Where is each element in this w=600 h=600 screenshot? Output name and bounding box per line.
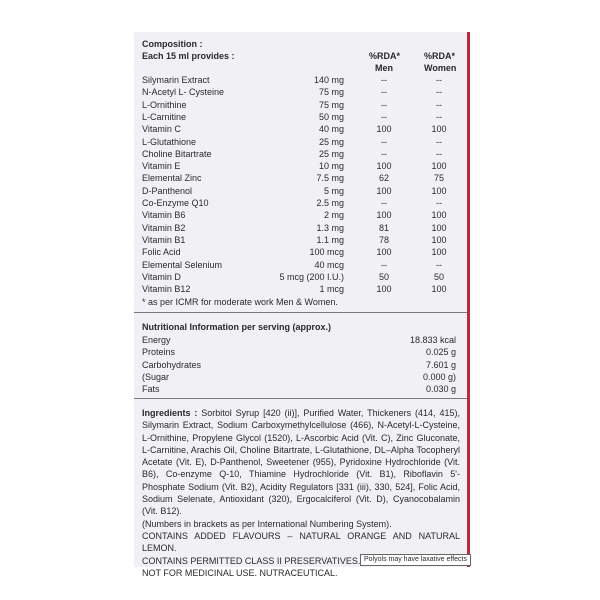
nutrient-name: L-Glutathione (142, 136, 197, 147)
nutrient-quantity: 10 mg (318, 161, 344, 172)
composition-footnote: * as per ICMR for moderate work Men & Women. (142, 297, 338, 307)
rda-women: -- (436, 87, 442, 98)
nutrient-quantity: 75 mg (318, 99, 344, 110)
nutrient-name: L-Carnitine (142, 111, 187, 122)
rda-men: 100 (376, 210, 392, 221)
nutrient-name: N-Acetyl L- Cysteine (142, 87, 225, 98)
col-women: Women (424, 63, 457, 73)
rda-women: 75 (433, 173, 444, 184)
composition-subheading: Each 15 ml provides : (142, 51, 235, 61)
nutrition-value: 7.601 g (425, 359, 456, 370)
rda-women: 100 (431, 247, 447, 258)
rda-men: 81 (378, 222, 389, 233)
ingredients-text: Sorbitol Syrup [420 (ii)], Purified Water, Thickeners (414, 415), Silymarin Extract, Sodium Carboxymethylcellulose (466), N-Acetyl-L-Cysteine, L-Ornithine, Propylene Glycol (1520), L-Ascorbic Acid (Vit. C), Zinc Gluconate, L-Carnitine, Arachis Oil, Choline Bitartrate, L-Glutathione, DL–Alpha Tocopheryl Acetate (Vit. E), D-Panthenol, Sweetener (955), Pyridoxine Hydrochloride (Vit. B6), Co-enzyme Q-10, Thiamine Hydrochloride (Vit. B1), Riboflavin 5'- Phosphate Sodium (Vit. B2), Acidity Regulators [331 (iii), 330, 524], Folic Acid, Sodium Selenate, Antioxidant (320), Ergocalciferol (Vit. D), Cyanocobalamin (Vit. B12). (142, 408, 460, 517)
laxative-warning-badge: Polyols may have laxative effects (360, 554, 471, 566)
rda-men: -- (381, 99, 387, 110)
rda-men: -- (381, 198, 387, 208)
nutrition-value: 0.025 g (425, 347, 456, 358)
rda-men: -- (381, 136, 387, 147)
nutrient-quantity: 50 mg (318, 111, 344, 122)
rda-women: 100 (431, 234, 447, 245)
nutrient-quantity: 2 mg (323, 210, 344, 221)
col-men: Men (375, 63, 393, 73)
rda-men: 78 (378, 234, 389, 245)
nutrient-quantity: 25 mg (318, 136, 344, 147)
nutraceutical-statement: NOT FOR MEDICINAL USE. NUTRACEUTICAL. (142, 567, 338, 578)
nutrient-name: Elemental Selenium (142, 259, 223, 270)
rda-men: -- (381, 87, 387, 98)
divider (134, 312, 467, 313)
ingredients-label: Ingredients : (142, 408, 198, 418)
rda-men: 100 (376, 124, 392, 135)
nutrient-name: Elemental Zinc (142, 173, 202, 184)
nutrition-heading: Nutritional Information per serving (approx.) (142, 322, 332, 332)
rda-men: -- (381, 148, 387, 159)
rda-women: 100 (431, 124, 447, 135)
rda-women: 100 (431, 161, 447, 172)
rda-men: 100 (376, 247, 392, 258)
rda-women: 100 (431, 222, 447, 233)
rda-women: -- (436, 136, 442, 147)
nutrient-name: Co-Enzyme Q10 (142, 198, 209, 208)
divider (134, 398, 467, 399)
nutrient-quantity: 7.5 mg (316, 173, 344, 184)
nutrient-quantity: 75 mg (318, 87, 344, 98)
ins-note: (Numbers in brackets as per International Numbering System). (142, 518, 392, 529)
nutrient-quantity: 1.3 mg (316, 222, 344, 233)
nutrient-name: Folic Acid (142, 247, 181, 258)
nutrition-name: Energy (142, 335, 171, 345)
rda-women: 50 (433, 271, 444, 282)
nutrient-name: Vitamin B1 (142, 234, 186, 245)
nutrient-name: Vitamin B12 (142, 284, 191, 295)
rda-women: -- (436, 259, 442, 270)
nutrient-quantity: 140 mg (313, 75, 344, 85)
nutrition-name: Carbohydrates (142, 359, 202, 370)
nutrient-quantity: 5 mcg (200 I.U.) (279, 271, 344, 282)
rda-women: -- (436, 111, 442, 122)
nutrition-name: (Sugar (142, 371, 170, 382)
rda-men: -- (381, 75, 387, 85)
rda-women: -- (436, 99, 442, 110)
col-men-rda: %RDA* (369, 51, 401, 61)
nutrient-name: Vitamin C (142, 124, 181, 135)
nutrient-name: L-Ornithine (142, 99, 187, 110)
preservatives-statement: CONTAINS PERMITTED CLASS II PRESERVATIVES. (142, 555, 361, 566)
nutrient-name: Silymarin Extract (142, 75, 210, 85)
rda-men: 50 (378, 271, 389, 282)
rda-women: 100 (431, 284, 447, 295)
rda-women: -- (436, 75, 442, 85)
rda-men: 62 (378, 173, 389, 184)
nutrition-name: Fats (142, 384, 160, 395)
nutrition-value: 18.833 kcal (409, 335, 456, 345)
rda-men: -- (381, 111, 387, 122)
rda-women: -- (436, 148, 442, 159)
nutrient-quantity: 40 mg (318, 124, 344, 135)
label-panel (134, 32, 470, 578)
rda-men: 100 (376, 161, 392, 172)
nutrient-name: D-Panthenol (142, 185, 193, 196)
nutrient-name: Choline Bitartrate (142, 148, 212, 159)
nutrient-quantity: 1 mcg (319, 284, 344, 295)
nutrient-quantity: 100 mcg (309, 247, 344, 258)
nutrient-quantity: 2.5 mg (316, 198, 344, 208)
rda-men: 100 (376, 284, 392, 295)
nutrition-value: 0.000 g) (422, 371, 456, 382)
rda-women: 100 (431, 185, 447, 196)
nutrient-name: Vitamin D (142, 271, 181, 282)
rda-women: -- (436, 198, 442, 208)
nutrient-quantity: 25 mg (318, 148, 344, 159)
nutrient-quantity: 5 mg (323, 185, 344, 196)
col-women-rda: %RDA* (424, 51, 456, 61)
nutrient-name: Vitamin B6 (142, 210, 186, 221)
nutrient-name: Vitamin E (142, 161, 181, 172)
nutrient-quantity: 40 mcg (314, 259, 344, 270)
nutrition-value: 0.030 g (425, 384, 456, 395)
composition-heading: Composition : (142, 39, 203, 49)
nutrient-name: Vitamin B2 (142, 222, 186, 233)
flavours-statement: CONTAINS ADDED FLAVOURS – NATURAL ORANGE AND NATURAL LEMON. (142, 530, 460, 554)
nutrition-name: Proteins (142, 347, 176, 358)
rda-men: -- (381, 259, 387, 270)
rda-women: 100 (431, 210, 447, 221)
nutrient-quantity: 1.1 mg (316, 234, 344, 245)
rda-men: 100 (376, 185, 392, 196)
